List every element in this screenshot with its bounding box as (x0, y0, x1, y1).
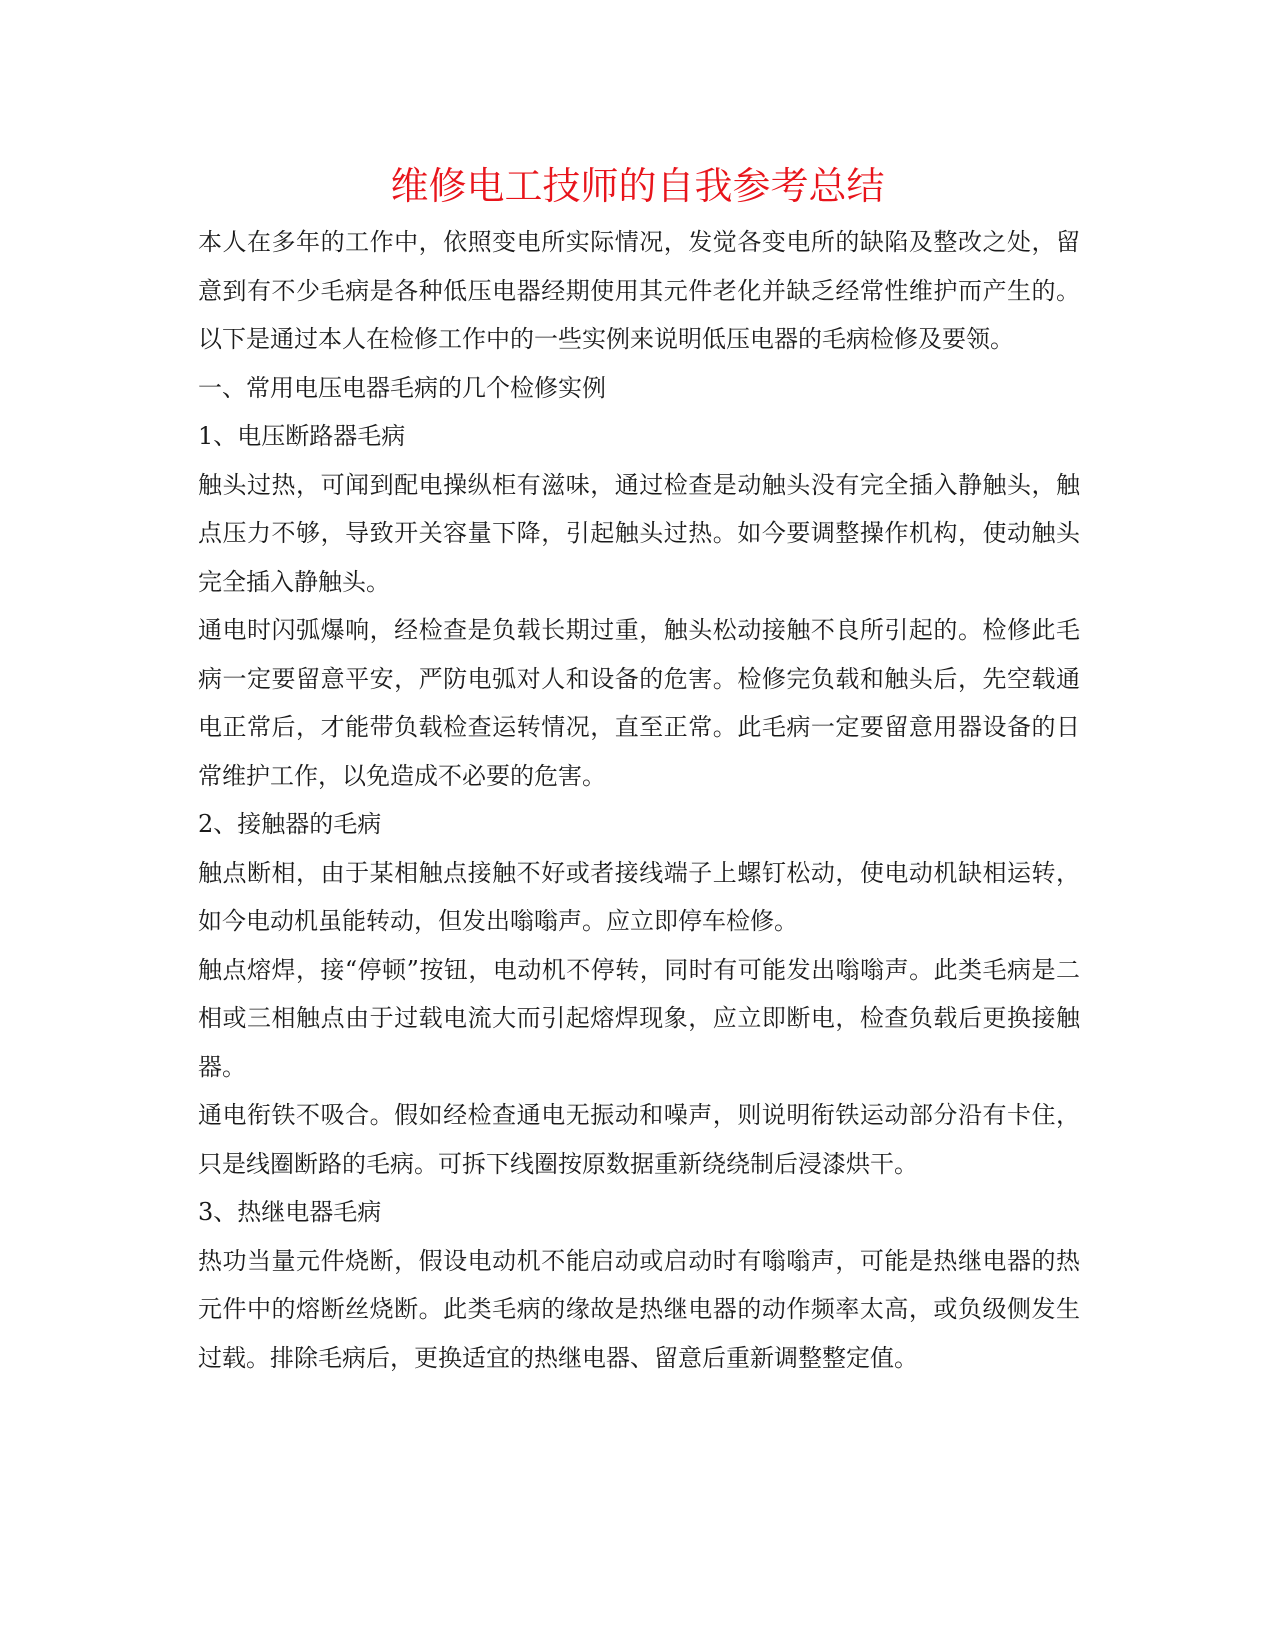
subsection-heading-1: 1、电压断路器毛病 (198, 422, 406, 450)
paragraph-thermal-relay: 热功当量元件烧断，假设电动机不能启动或启动时有嗡嗡声，可能是热继电器的热元件中的熔断丝烧断。此类毛病的缘故是热继电器的动作频率太高，或负级侧发生过载。排除毛病后，更换适宜的热继电器、留意后重新调整整定值。 (198, 1246, 1080, 1372)
paragraph-contactor-weld: 触点熔焊，接“停顿”按钮，电动机不停转，同时有可能发出嗡嗡声。此类毛病是二相或三相触点由于过载电流大而引起熔焊现象，应立即断电，检查负载后更换接触器。 (198, 955, 1080, 1081)
document-body (198, 218, 1080, 1382)
document-title: 维修电工技师的自我参考总结 (390, 164, 885, 208)
paragraph-contactor-armature: 通电衔铁不吸合。假如经检查通电无振动和噪声，则说明衔铁运动部分沿有卡住，只是线圈断路的毛病。可拆下线圈按原数据重新绕绕制后浸漆烘干。 (198, 1101, 1080, 1178)
subsection-heading-3: 3、热继电器毛病 (198, 1198, 382, 1226)
section-heading-1: 一、常用电压电器毛病的几个检修实例 (198, 373, 606, 402)
paragraph-intro: 本人在多年的工作中，依照变电所实际情况，发觉各变电所的缺陷及整改之处，留意到有不少毛病是各种低压电器经期使用其元件老化并缺乏经常性维护而产生的。以下是通过本人在检修工作中的一些实例来说明低压电器的毛病检修及要领。 (198, 228, 1080, 353)
subsection-heading-2: 2、接触器的毛病 (198, 810, 382, 838)
paragraph-breaker-arc: 通电时闪弧爆响，经检查是负载长期过重，触头松动接触不良所引起的。检修此毛病一定要留意平安，严防电弧对人和设备的危害。检修完负载和触头后，先空载通电正常后，才能带负载检查运转情况，直至正常。此毛病一定要留意用器设备的日常维护工作，以免造成不必要的危害。 (198, 616, 1080, 790)
paragraph-contactor-phase: 触点断相，由于某相触点接触不好或者接线端子上螺钉松动，使电动机缺相运转，如今电动机虽能转动，但发出嗡嗡声。应立即停车检修。 (198, 858, 1080, 935)
paragraph-breaker-overheat: 触头过热，可闻到配电操纵柜有滋味，通过检查是动触头没有完全插入静触头，触点压力不够，导致开关容量下降，引起触头过热。如今要调整操作机构，使动触头完全插入静触头。 (198, 470, 1080, 596)
